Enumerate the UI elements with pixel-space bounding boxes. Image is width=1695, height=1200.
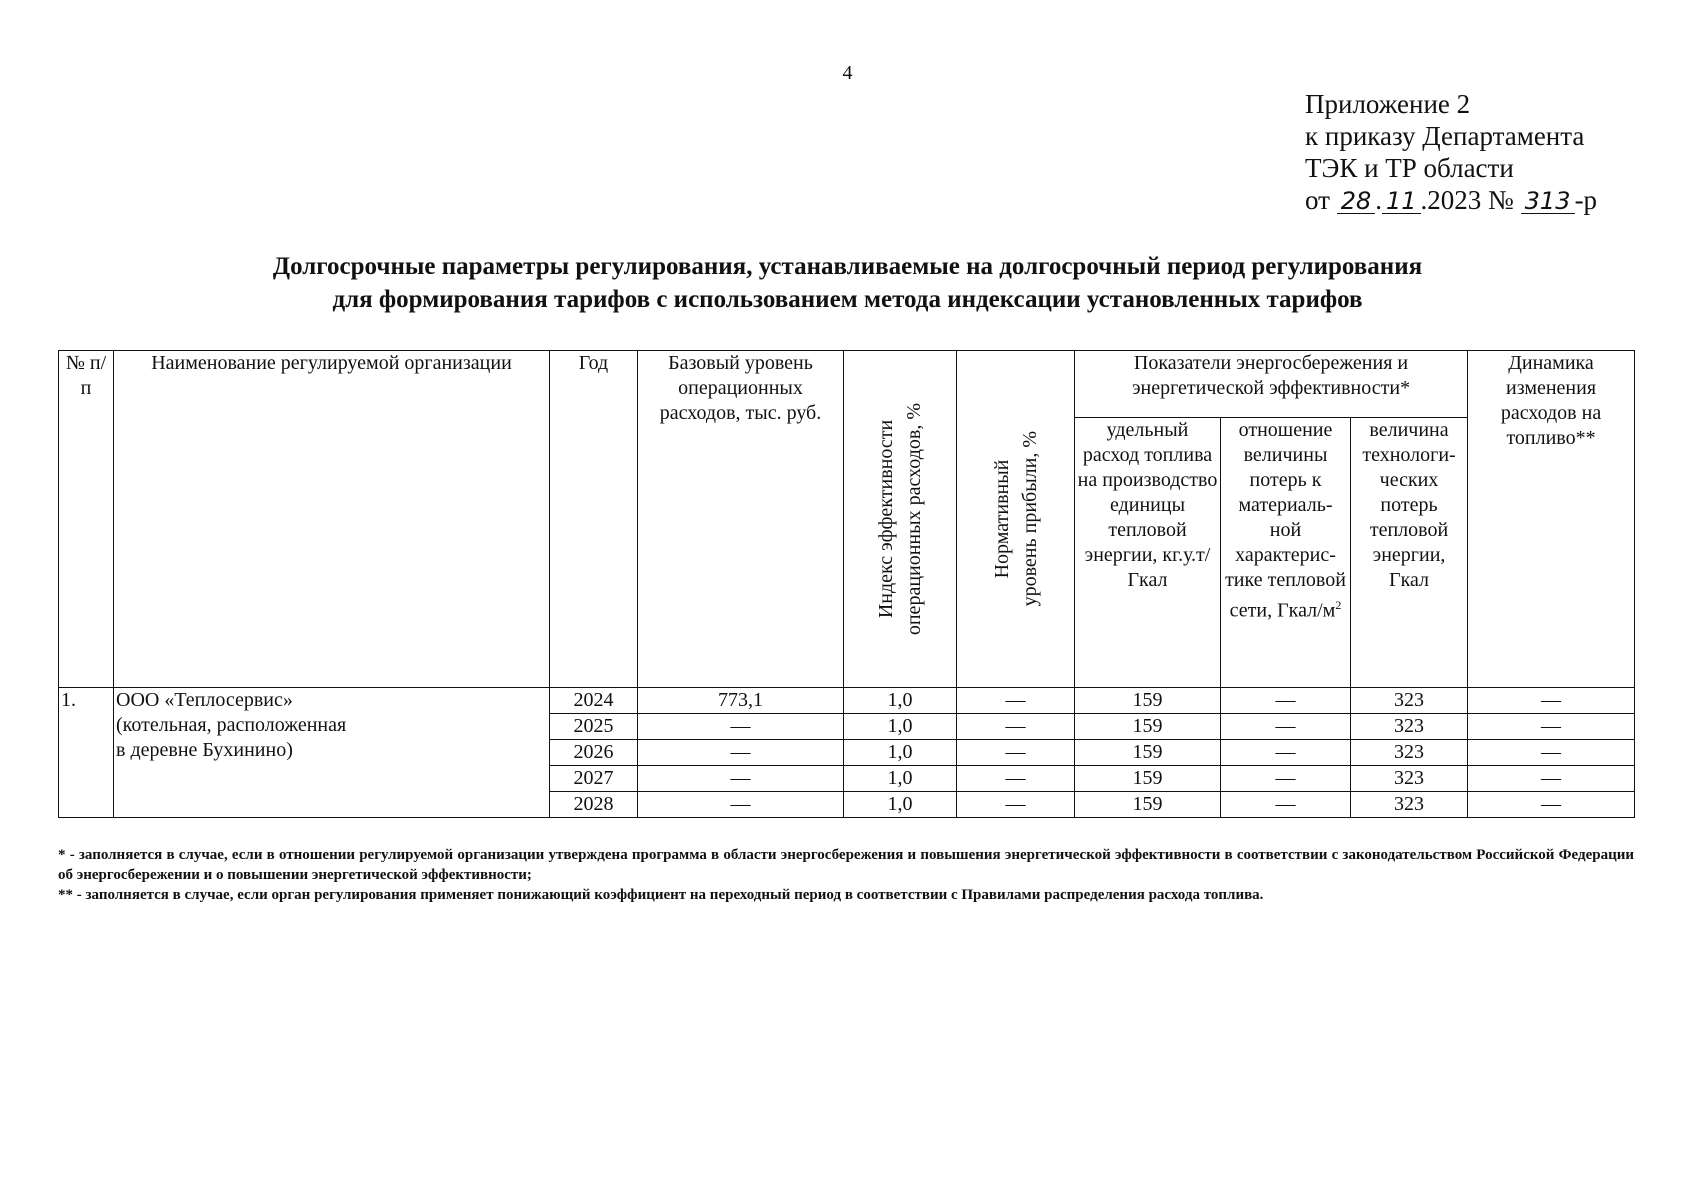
cell-index: 1,0 [844, 714, 957, 740]
cell-index: 1,0 [844, 740, 957, 766]
cell-fuel: 159 [1075, 688, 1221, 714]
cell-ratio: — [1221, 792, 1351, 818]
cell-profit: — [957, 766, 1075, 792]
cell-base: — [638, 740, 844, 766]
header-year: Год [550, 351, 638, 688]
header-fuel-dynamics: Динамика изменения расходов на топливо** [1468, 351, 1635, 688]
cell-dynamics: — [1468, 792, 1635, 818]
header-name: Наименование регулируемой организации [114, 351, 550, 688]
parameters-table [58, 350, 1635, 818]
cell-profit: — [957, 740, 1075, 766]
cell-year: 2025 [550, 714, 638, 740]
organization-line-3: в деревне Бухинино) [116, 739, 293, 761]
header-efficiency-index [844, 351, 957, 688]
cell-fuel: 159 [1075, 714, 1221, 740]
date-prefix: от [1305, 185, 1330, 215]
cell-dynamics: — [1468, 688, 1635, 714]
cell-year: 2024 [550, 688, 638, 714]
header-loss-ratio [1221, 417, 1351, 687]
cell-base: — [638, 714, 844, 740]
organization-line-2: (котельная, расположенная [116, 714, 347, 736]
handwritten-month: 11 [1382, 189, 1421, 214]
cell-ratio: — [1221, 714, 1351, 740]
cell-profit: — [957, 688, 1075, 714]
cell-index: 1,0 [844, 792, 957, 818]
header-efficiency-index-line-2: операционных расходов, % [903, 402, 925, 636]
cell-profit: — [957, 792, 1075, 818]
title-line-1: Долгосрочные параметры регулирования, устанавливаемые на долгосрочный период регулирования [272, 253, 1423, 280]
handwritten-order-number: 313 [1521, 189, 1575, 214]
header-normative-profit-line-1: Нормативный [990, 459, 1013, 579]
cell-profit: — [957, 714, 1075, 740]
header-loss-ratio-text: отношение величины потерь к материаль-ной характерис-тике тепловой сети, [1225, 418, 1346, 622]
organization-line-1: ООО «Теплосервис» [116, 689, 293, 711]
header-energy-indicators: Показатели энергосбережения и энергетической эффективности* [1075, 351, 1468, 418]
row-number: 1. [59, 688, 114, 818]
cell-losses: 323 [1351, 740, 1468, 766]
cell-fuel: 159 [1075, 792, 1221, 818]
cell-base: 773,1 [638, 688, 844, 714]
order-suffix: -р [1574, 185, 1598, 215]
handwritten-day: 28 [1337, 189, 1376, 214]
appendix-block [1305, 88, 1645, 216]
date-dot: . [1375, 185, 1382, 215]
cell-dynamics: — [1468, 714, 1635, 740]
header-base-level: Базовый уровень операционных расходов, тыс. руб. [638, 351, 844, 688]
header-num: № п/п [59, 351, 114, 688]
table-row [59, 688, 1635, 714]
footnote-1: * - заполняется в случае, если в отношении регулируемой организации утверждена программа в области энергосбережения и повышения энергетической эффективности в соответствии с законодательством Российской Федерации об энергосбережении и о повышении энергетической эффективности; [58, 847, 1634, 883]
header-loss-ratio-sup: 2 [1335, 597, 1342, 612]
title-line-2: для формирования тарифов с использованием метода индексации установленных тарифов [332, 286, 1363, 313]
appendix-line-3: ТЭК и ТР области [1305, 153, 1514, 183]
page-number: 4 [842, 62, 853, 84]
cell-losses: 323 [1351, 792, 1468, 818]
cell-dynamics: — [1468, 766, 1635, 792]
document-title [60, 250, 1635, 316]
header-efficiency-index-line-1: Индекс эффективности [875, 419, 897, 619]
header-row-1 [59, 351, 1635, 418]
cell-fuel: 159 [1075, 740, 1221, 766]
header-normative-profit [957, 351, 1075, 688]
appendix-line-2: к приказу Департамента [1305, 121, 1585, 151]
header-normative-profit-line-2: уровень прибыли, % [1018, 431, 1041, 607]
header-loss-ratio-unit: Гкал/м [1277, 599, 1336, 622]
header-technological-losses: величина технологи-ческих потерь тепловой энергии, Гкал [1351, 417, 1468, 687]
appendix-date-line [1305, 184, 1645, 216]
cell-index: 1,0 [844, 766, 957, 792]
footnote-2: ** - заполняется в случае, если орган регулирования применяет понижающий коэффициент на переходный период в соответствии с Правилами распределения расхода топлива. [58, 887, 1264, 903]
cell-base: — [638, 766, 844, 792]
cell-year: 2027 [550, 766, 638, 792]
date-year: .2023 № [1420, 185, 1514, 215]
cell-index: 1,0 [844, 688, 957, 714]
organization-cell [114, 688, 550, 818]
header-fuel-consumption: удельный расход топлива на производство единицы тепловой энергии, кг.у.т/Гкал [1075, 417, 1221, 687]
cell-dynamics: — [1468, 740, 1635, 766]
cell-ratio: — [1221, 740, 1351, 766]
footnotes [58, 845, 1634, 905]
cell-base: — [638, 792, 844, 818]
cell-ratio: — [1221, 766, 1351, 792]
cell-year: 2026 [550, 740, 638, 766]
cell-fuel: 159 [1075, 766, 1221, 792]
cell-losses: 323 [1351, 714, 1468, 740]
appendix-line-1: Приложение 2 [1305, 89, 1471, 119]
cell-ratio: — [1221, 688, 1351, 714]
cell-year: 2028 [550, 792, 638, 818]
cell-losses: 323 [1351, 688, 1468, 714]
cell-losses: 323 [1351, 766, 1468, 792]
